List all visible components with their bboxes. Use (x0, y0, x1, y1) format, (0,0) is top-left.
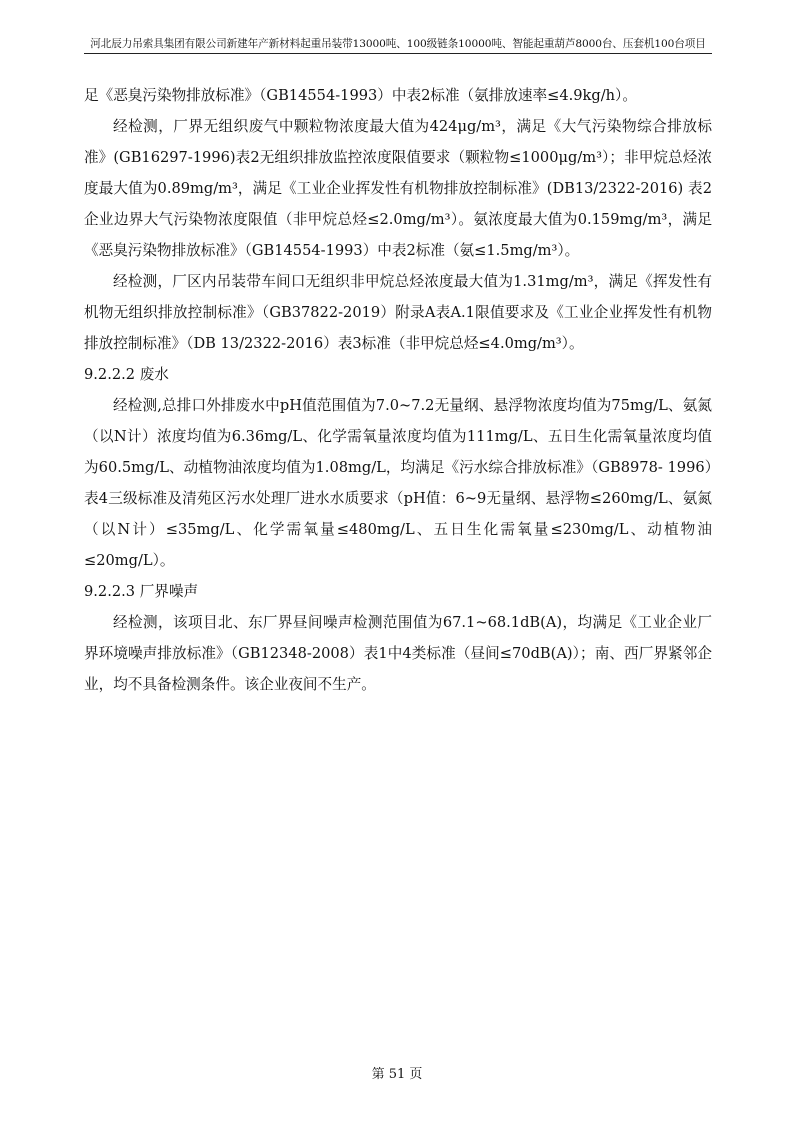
section-heading-wastewater: 9.2.2.2 废水 (84, 366, 169, 383)
page-footer (0, 1066, 794, 1084)
paragraph-wastewater: 经检测,总排口外排废水中pH值范围值为7.0~7.2无量纲、悬浮物浓度均值为75mg/L、氨氮（以N计）浓度均值为6.36mg/L、化学需氧量浓度均值为111mg/L、五日生化需氧量浓度均值为60.5mg/L、动植物油浓度均值为1.08mg/L，均满足《污水综合排放标准》（GB8978- 1996）表4三级标准及清苑区污水处理厂进水水质要求（pH值：6~9无量纲、悬浮物≤260mg/L、氨氮（以N计）≤35mg/L、化学需氧量≤480mg/L、五日生化需氧量≤230mg/L、动植物油≤20mg/L）。 (84, 397, 712, 569)
document-header (84, 36, 712, 54)
page-number: 第 51 页 (371, 1067, 423, 1082)
paragraph-workshop-vocs: 经检测，厂区内吊装带车间口无组织非甲烷总烃浓度最大值为1.31mg/m³，满足《挥发性有机物无组织排放控制标准》（GB37822-2019）附录A表A.1限值要求及《工业企业挥发性有机物排放控制标准》（DB 13/2322-2016）表3标准（非甲烷总烃≤4.0mg/m³）。 (84, 273, 712, 352)
header-title: 河北辰力吊索具集团有限公司新建年产新材料起重吊装带13000吨、100级链条10000吨、智能起重葫芦8000台、压套机100台项目 (90, 38, 706, 50)
section-heading-noise: 9.2.2.3 厂界噪声 (84, 583, 199, 600)
paragraph-boundary-air: 经检测，厂界无组织废气中颗粒物浓度最大值为424μg/m³，满足《大气污染物综合排放标准》(GB16297-1996)表2无组织排放监控浓度限值要求（颗粒物≤1000μg/m³）；非甲烷总烃浓度最大值为0.89mg/m³，满足《工业企业挥发性有机物排放控制标准》(DB13/2322-2016) 表2企业边界大气污染物浓度限值（非甲烷总烃≤2.0mg/m³）。氨浓度最大值为0.159mg/m³，满足《恶臭污染物排放标准》（GB14554-1993）中表2标准（氨≤1.5mg/m³）。 (84, 118, 712, 259)
document-body (84, 80, 712, 700)
paragraph-continuation: 足《恶臭污染物排放标准》（GB14554-1993）中表2标准（氨排放速率≤4.9kg/h）。 (84, 87, 637, 104)
paragraph-noise: 经检测，该项目北、东厂界昼间噪声检测范围值为67.1~68.1dB(A)，均满足《工业企业厂界环境噪声排放标准》（GB12348-2008）表1中4类标准（昼间≤70dB(A)）；南、西厂界紧邻企业，均不具备检测条件。该企业夜间不生产。 (84, 614, 712, 693)
